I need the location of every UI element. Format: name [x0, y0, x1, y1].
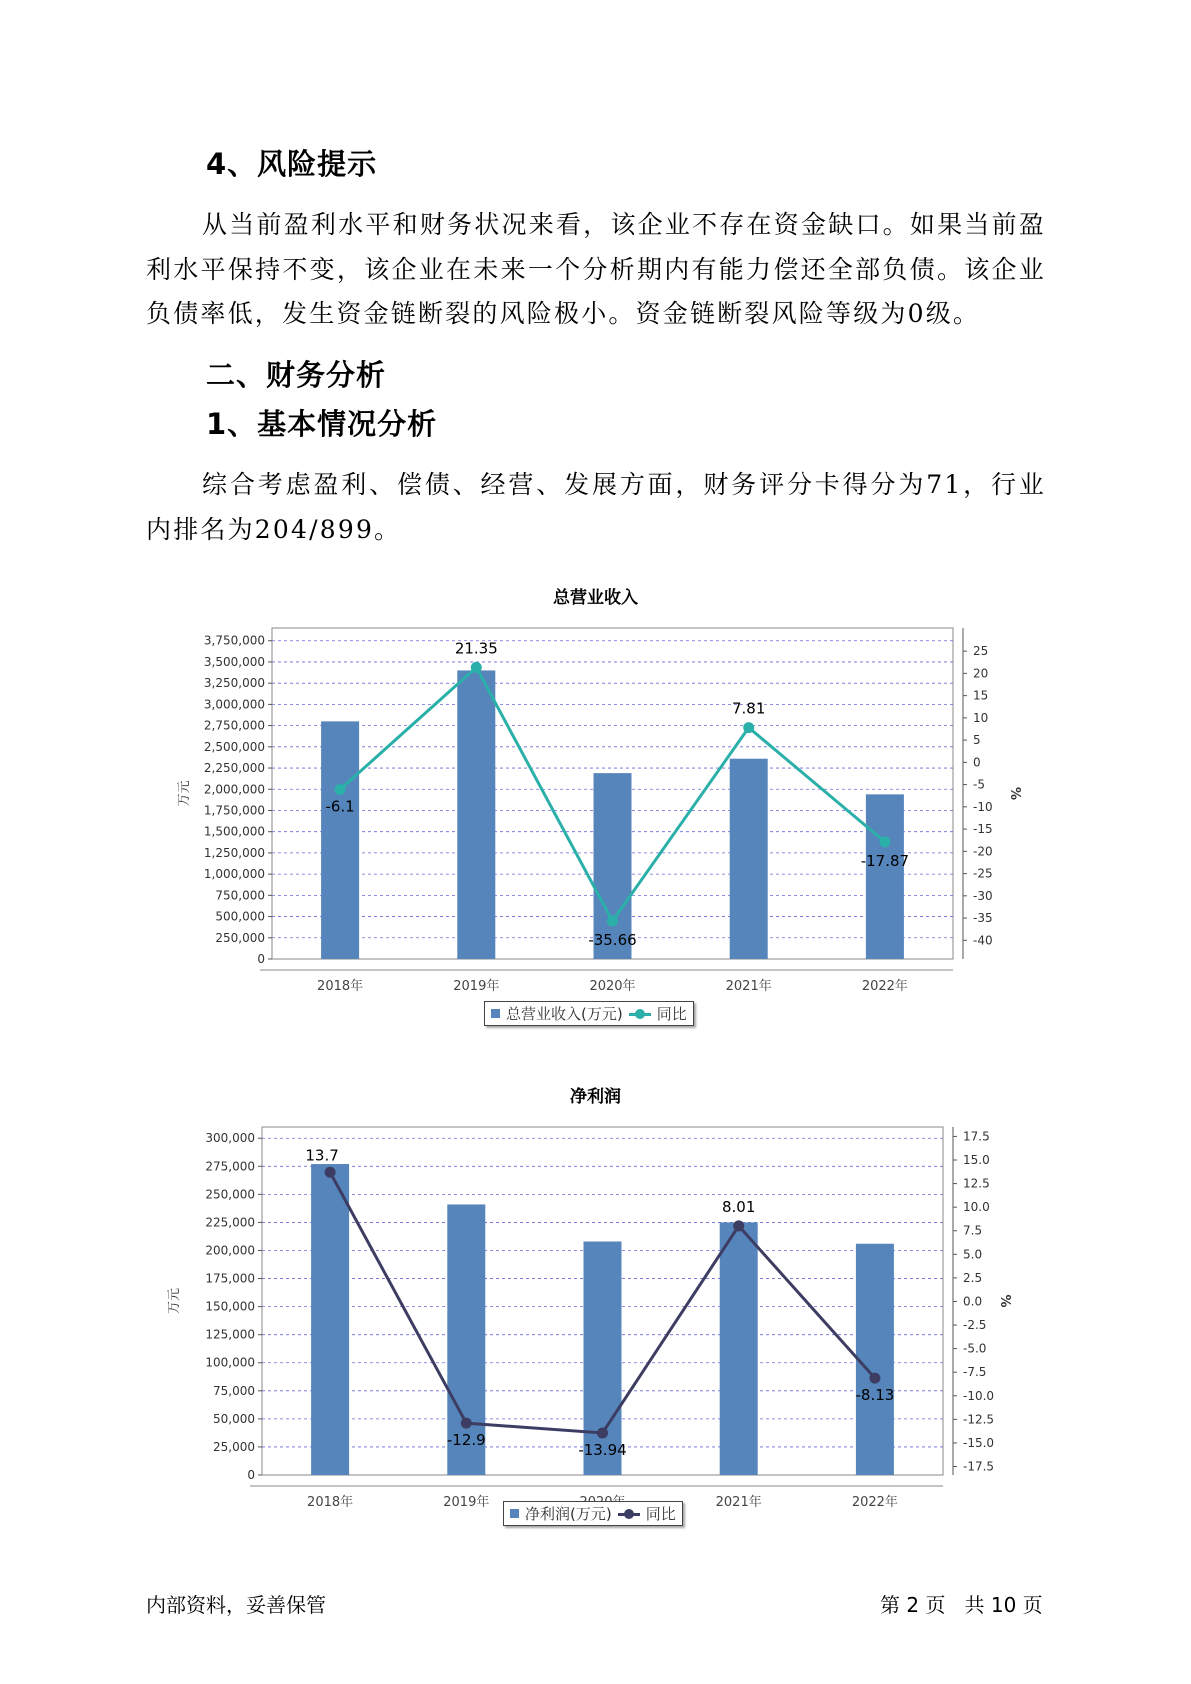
y2-tick-label: -5	[973, 777, 985, 792]
line-point	[335, 784, 346, 795]
y2-tick-label: -30	[973, 888, 993, 903]
y2-axis-label: %	[1007, 786, 1022, 801]
y-tick-label: 300,000	[205, 1131, 255, 1146]
y-tick-label: 1,750,000	[203, 803, 265, 818]
y2-tick-label: 5	[973, 733, 981, 748]
y-tick-label: 2,000,000	[203, 782, 265, 797]
y2-tick-label: -40	[973, 933, 993, 948]
x-tick-label: 2021年	[715, 1495, 762, 1510]
y2-tick-label: -20	[973, 844, 993, 859]
revenue-chart-title: 总营业收入	[553, 588, 638, 608]
y-tick-label: 1,250,000	[203, 845, 265, 860]
y-tick-label: 750,000	[215, 888, 265, 903]
y2-axis-label: %	[997, 1294, 1012, 1308]
bar	[730, 759, 768, 959]
y2-tick-label: -25	[973, 866, 993, 881]
basic-analysis-paragraph: 综合考虑盈利、偿债、经营、发展方面，财务评分卡得分为71，行业内排名为204/899。	[146, 470, 1046, 544]
y-tick-label: 200,000	[205, 1243, 255, 1258]
legend-bar-label: 净利润(万元)	[525, 1505, 612, 1523]
y2-tick-label: 5.0	[963, 1247, 983, 1262]
y2-tick-label: 12.5	[963, 1176, 990, 1191]
y-tick-label: 2,250,000	[203, 761, 265, 776]
legend-bar-swatch	[510, 1509, 519, 1518]
data-label: -35.66	[588, 931, 637, 950]
data-label: -17.87	[860, 851, 910, 870]
x-tick-label: 2018年	[307, 1495, 354, 1510]
y-tick-label: 1,500,000	[203, 824, 265, 839]
net-profit-chart-title: 净利润	[570, 1087, 621, 1107]
legend-line-label: 同比	[645, 1505, 676, 1523]
y-tick-label: 1,000,000	[203, 867, 265, 882]
y-tick-label: 50,000	[213, 1411, 255, 1426]
line-point	[471, 662, 482, 673]
y2-tick-label: -5.0	[963, 1341, 987, 1356]
y2-tick-label: 15	[973, 688, 989, 703]
line-point	[597, 1427, 608, 1438]
line-point	[733, 1220, 744, 1231]
y-tick-label: 500,000	[215, 909, 265, 924]
data-label: -12.9	[446, 1431, 486, 1450]
y-tick-label: 2,500,000	[203, 739, 265, 754]
y-tick-label: 0	[257, 952, 265, 966]
y2-tick-label: -15	[973, 822, 993, 837]
y-tick-label: 3,250,000	[203, 676, 265, 691]
x-tick-label: 2019年	[443, 1495, 490, 1510]
y-tick-label: 25,000	[213, 1439, 255, 1454]
y-tick-label: 0	[247, 1468, 255, 1482]
y-tick-label: 250,000	[205, 1187, 255, 1202]
y2-tick-label: 15.0	[963, 1153, 990, 1168]
y-tick-label: 100,000	[205, 1355, 255, 1370]
bar	[856, 1244, 894, 1475]
x-tick-label: 2020年	[589, 979, 636, 994]
y2-tick-label: 10.0	[963, 1200, 990, 1215]
revenue-chart	[0, 610, 1191, 994]
y-tick-label: 2,750,000	[203, 718, 265, 733]
finance-heading: 二、财务分析	[206, 358, 387, 392]
y-tick-label: 3,750,000	[203, 633, 265, 648]
x-tick-label: 2022年	[851, 1495, 898, 1510]
data-label: 8.01	[721, 1197, 756, 1216]
line-point	[325, 1167, 336, 1178]
y2-tick-label: -35	[973, 911, 993, 926]
risk-heading: 4、风险提示	[206, 147, 378, 181]
y2-tick-label: -10	[973, 799, 993, 814]
y-tick-label: 75,000	[213, 1383, 255, 1398]
y2-tick-label: -17.5	[963, 1459, 995, 1474]
line-point	[869, 1373, 880, 1384]
x-tick-label: 2019年	[453, 979, 500, 994]
risk-paragraph: 从当前盈利水平和财务状况来看，该企业不存在资金缺口。如果当前盈利水平保持不变，该企业在未来一个分析期内有能力偿还全部负债。该企业负债率低，发生资金链断裂的风险极小。资金链断裂风险等级为0级。	[146, 210, 1046, 328]
y2-tick-label: 17.5	[963, 1129, 990, 1144]
line-point	[743, 722, 754, 733]
y-axis-label: 万元	[177, 780, 192, 807]
y-tick-label: 125,000	[205, 1327, 255, 1342]
y-tick-label: 175,000	[205, 1271, 255, 1286]
y2-tick-label: 25	[973, 644, 989, 659]
y2-tick-label: -7.5	[963, 1365, 987, 1380]
y-tick-label: 275,000	[205, 1159, 255, 1174]
y-tick-label: 150,000	[205, 1299, 255, 1314]
line-point	[461, 1418, 472, 1429]
x-tick-label: 2018年	[317, 979, 364, 994]
y2-tick-label: 20	[973, 666, 989, 681]
y2-tick-label: -2.5	[963, 1318, 987, 1333]
data-label: -6.1	[325, 797, 355, 816]
y2-tick-label: -10.0	[963, 1388, 995, 1403]
data-label: -13.94	[578, 1440, 627, 1459]
footer-confidential: 内部资料，妥善保管	[146, 1593, 326, 1617]
footer-page-number: 第 2 页 共 10 页	[880, 1593, 1043, 1617]
revenue-chart-legend	[484, 1001, 694, 1026]
y2-tick-label: 0	[973, 755, 981, 770]
bar	[311, 1164, 349, 1475]
bar	[321, 721, 359, 959]
line-point	[879, 836, 890, 847]
y2-tick-label: 7.5	[963, 1223, 983, 1238]
y-tick-label: 250,000	[215, 930, 265, 945]
y2-tick-label: 0.0	[963, 1294, 983, 1309]
x-tick-label: 2022年	[861, 979, 908, 994]
legend-bar-swatch	[491, 1009, 500, 1018]
y2-tick-label: 2.5	[963, 1270, 983, 1285]
net-profit-chart	[0, 1110, 1191, 1510]
y-axis-label: 万元	[167, 1287, 182, 1315]
line-point	[607, 916, 618, 927]
legend-bar-label: 总营业收入(万元)	[506, 1005, 623, 1023]
legend-line-swatch	[618, 1509, 640, 1519]
y2-tick-label: -15.0	[963, 1435, 995, 1450]
legend-line-label: 同比	[656, 1005, 687, 1023]
data-label: -8.13	[855, 1386, 895, 1405]
bar	[866, 794, 904, 959]
bar	[457, 670, 495, 959]
data-label: 13.7	[305, 1146, 339, 1165]
y2-tick-label: -12.5	[963, 1412, 995, 1427]
basic-analysis-heading: 1、基本情况分析	[206, 407, 438, 441]
y-tick-label: 3,500,000	[203, 654, 265, 669]
bar	[720, 1222, 758, 1475]
x-tick-label: 2021年	[725, 979, 772, 994]
data-label: 21.35	[454, 639, 498, 658]
y-tick-label: 3,000,000	[203, 697, 265, 712]
y-tick-label: 225,000	[205, 1215, 255, 1230]
data-label: 7.81	[731, 699, 766, 718]
y2-tick-label: 10	[973, 710, 989, 725]
legend-line-swatch	[629, 1009, 651, 1019]
net-profit-chart-legend	[503, 1501, 683, 1526]
